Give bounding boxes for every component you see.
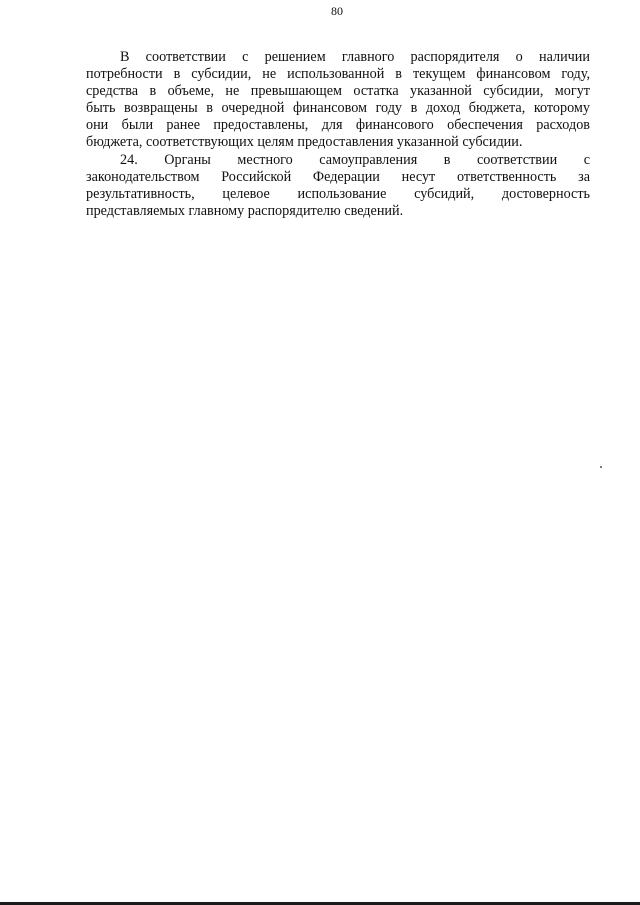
document-body — [86, 49, 590, 220]
text-line: они были ранее предоставлены, для финансового обеспечения расходов — [86, 117, 590, 134]
text-line: представляемых главному распорядителю сведений. — [86, 202, 404, 219]
text-line: бюджета, соответствующих целям предоставления указанной субсидии. — [86, 134, 523, 151]
text-line: быть возвращены в очередной финансовом году в доход бюджета, которому — [86, 100, 590, 117]
text-line: В соответствии с решением главного распорядителя о наличии — [120, 49, 590, 65]
scan-speck — [600, 466, 602, 468]
paragraph-subsidy-return — [86, 49, 590, 152]
text-line: 24. Органы местного самоуправления в соответствии с — [120, 151, 590, 168]
text-line: средства в объеме, не превышающем остатка указанной субсидии, могут — [86, 83, 590, 100]
text-line: потребности в субсидии, не использованной в текущем финансовом году, — [86, 66, 590, 83]
text-line: результативность, целевое использование субсидий, достоверность — [86, 185, 590, 202]
page-number: 80 — [331, 4, 343, 18]
paragraph-24-responsibility — [86, 152, 590, 220]
text-line: законодательством Российской Федерации несут ответственность за — [86, 168, 590, 185]
